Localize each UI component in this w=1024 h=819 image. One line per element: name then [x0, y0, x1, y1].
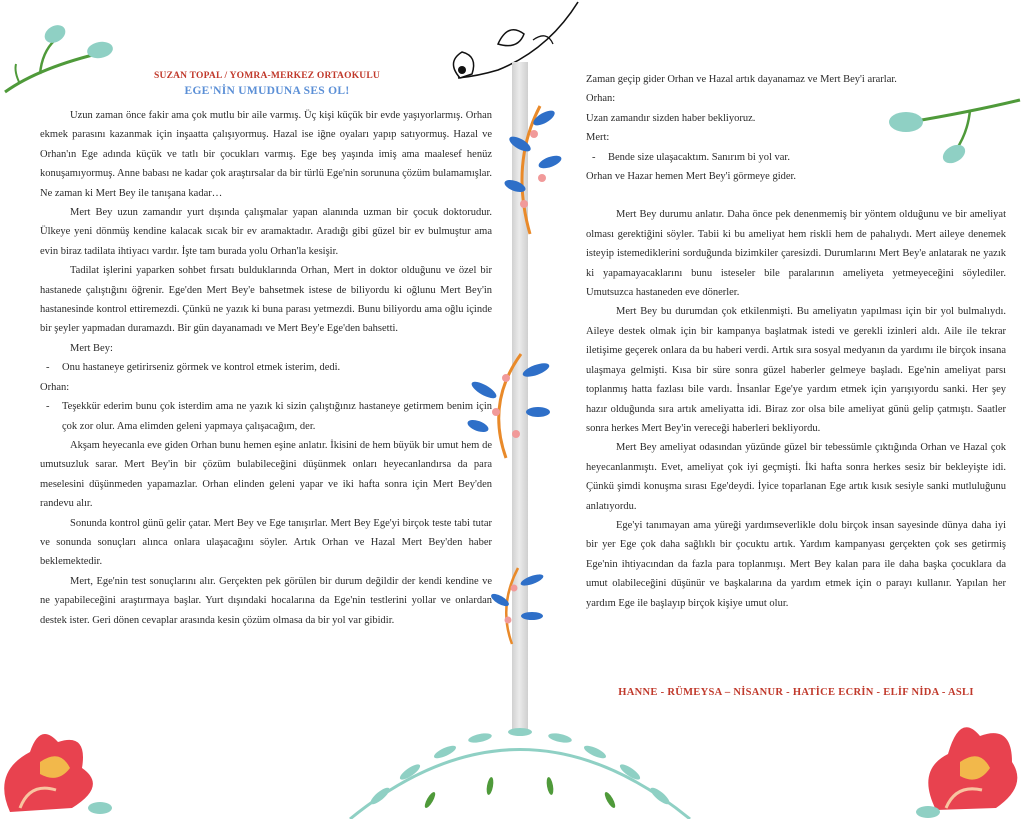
- paragraph: Mert Bey durumu anlatır. Daha önce pek denenmemiş bir yöntem olduğunu ve bir ameliyat olması gerektiğini söyler. Tabii ki bu ameliyat hem riskli hem de pahalıydı. Mert aileye denemek isteyip istemediklerini sorduğunda bizimkiler çaresizdi. Durumlarını Mert Bey'e anlatarak ne yazık ki yapamayacaklarını bunu isteseler bile paralarının ameliyeta yetmeyeceğini söylediler. Umutsuzca hastaneden eve dönerler.: [586, 209, 1006, 299]
- left-page-text: [40, 106, 492, 630]
- dialogue-line: - Bende size ulaşacaktım. Sanırım bi yol var.: [586, 148, 1006, 167]
- speaker-label: Orhan:: [40, 381, 70, 393]
- paragraph: Zaman geçip gider Orhan ve Hazal artık dayanamaz ve Mert Bey'i ararlar.: [586, 74, 897, 85]
- paragraph: Tadilat işlerini yaparken sohbet fırsatı bulduklarında Orhan, Mert in doktor olduğunu ve özel bir hastanede çalıştığını öğrenir. Ege'den Mert Bey'e bahsetmek istese de biliyordu ki oğlunu Mert Bey'in hastanesinde kontrol ettiremezdi. Çünkü ne yazık ki buna parası yetmezdi. Bunu biliyordu ama oğlu içinde bir şeyler yapmadan duramazdı. Bir gün dayanamadı ve Mert Bey'e Ege'den bahsetti.: [40, 265, 492, 335]
- dialogue-line: Uzan zamandır sizden haber bekliyoruz.: [586, 112, 756, 124]
- speaker-label: Orhan:: [586, 93, 616, 105]
- dialogue-line: - Teşekkür ederim bunu çok isterdim ama ne yazık ki sizin çalıştığınız hastaneye getirmem benim için çok zor olur. Ama elimden geleni yapmaya çalışacağım, der.: [40, 397, 492, 436]
- paragraph: Mert Bey ameliyat odasından yüzünde güzel bir tebessümle çıktığında Orhan ve Hazal çok heyecanlanmıştı. Evet, ameliyat çok iyi geçmişti. İki hafta sonra herkes sesiz bir bekleyişte idi. Çünkü şimdi konuşma sırası Ege'deydi. İyice toparlanan Ege artık kısık sesiyle sanki mutluluğunu anlatıyordu.: [586, 442, 1006, 512]
- paragraph: Akşam heyecanla eve giden Orhan bunu hemen eşine anlatır. İkisini de hem büyük bir umut hem de umutsuzluk sarar. Mert Bey'in bir çözüm bulabileceğini düşünmek onları heyecanlandırsa da para meselesini düşünmeden yapamazlar. Orhan elinden geleni yapar ve iki hafta sonra için Mert Bey'den randevu alır.: [40, 439, 492, 510]
- speaker-label: Mert:: [586, 132, 610, 144]
- story-title: EGE'NİN UMUDUNA SES OL!: [184, 85, 350, 97]
- paragraph: Mert Bey bu durumdan çok etkilenmişti. Bu ameliyatın yapılması için bir yol bulmalıydı. Aileye destek olmak için bir kampanya başlatmak istedi ve gerekli izinleri aldı. Aile ile tekrar iletişime geçerek onlara da bu haberi verdi. Artık sıra sosyal medyanın da yardımı ile birçok insana ulaşmaya gelmişti. Kısa bir süre sonra güzel haberler gelmeye başladı. Ege'nin ameliyat parsı toplanmış hatta fazlası bile vardı. İnsanlar Ege'ye yardım etmek için yarışıyordu sanki. Her şey hazır olduğunda sıra artık ameliyatta idi. Biraz zor olsa bile ameliyat günü gelip çatmıştı. Saatler sonra herkes Mert Bey'in vereceği haberleri bekliyordu.: [586, 306, 1006, 434]
- paragraph: Uzun zaman önce fakir ama çok mutlu bir aile varmış. Üç kişi küçük bir evde yaşıyorlarmış. Orhan ekmek parasını kazanmak için inşaatta çalışıyormuş. Hazal ise iğne oyaları yapıp satıyormuş. Hazal ve Orhan'ın Ege adında küçük ve tatlı bir çocukları varmış. Ege beş yaşında imiş ama maalesef henüz konuşamıyormuş. Anne babası ne kadar çok araştırsalar da bir türlü Ege'nin sorununa çözüm bulamamışlar. Ne zaman ki Mert Bey ile tanışana kadar…: [40, 110, 492, 199]
- speaker-label: Mert Bey:: [70, 342, 113, 354]
- paragraph: Mert Bey uzun zamandır yurt dışında çalışmalar yapan alanında uzman bir çocuk doktorudur. Ülkeye yeni dönmüş kendine kalacak sıcak bir ev aramaktadır. Aradığı gibi güzel bir ev bulmuştur ama evin biraz tadilata ihtiyacı vardır. İşte tam burada yolu Orhan'la kesişir.: [40, 207, 492, 257]
- right-page-text: [586, 70, 1006, 613]
- author-line: SUZAN TOPAL / YOMRA-MERKEZ ORTAOKULU: [154, 71, 380, 81]
- paragraph: Orhan ve Hazar hemen Mert Bey'i görmeye gider.: [586, 171, 797, 183]
- student-names: HANNE - RÜMEYSA – NİSANUR - HATİCE ECRİN - ELİF NİDA - ASLI: [618, 687, 974, 698]
- story-header: [40, 71, 494, 97]
- dialogue-line: - Onu hastaneye getirirseniz görmek ve kontrol etmek isterim, dedi.: [40, 358, 492, 377]
- paragraph: Ege'yi tanımayan ama yüreği yardımseverlikle dolu birçok insan sayesinde dünya daha iyi bir yer Ege çok daha sağlıklı bir çocuktu artık. Yardım kampanyası gerçekten çok ses getirmiş Ege'nin ihtiyacından da fazla para toplanmışı. Mert Bey kalan para ile daha başka çocuklara da umut olabileceğini düşünür ve başkalarına da yardım etmek için o parayı kullanır. Yapılan her yardım Ege ile başlayıp birçok kişiye umut olur.: [586, 519, 1006, 609]
- paragraph: Mert, Ege'nin test sonuçlarını alır. Gerçekten pek görülen bir durum değildir der kendi kendine ve ne yapabileceğini araştırmaya başlar. Yurt dışındaki hocalarına da Ege'nin testlerini yollar ve onlardan destek ister. Geri dönen cevaplar arasında kesin çözüm olmasa da bir yol var gibidir.: [40, 575, 492, 626]
- paragraph: Sonunda kontrol günü gelir çatar. Mert Bey ve Ege tanışırlar. Mert Bey Ege'yi birçok teste tabi tutar ve sonunda sonuçları alınca onlara ulaşacağını söyler. Artık Orhan ve Hazal Mert Bey'den haber beklemektedir.: [40, 517, 492, 568]
